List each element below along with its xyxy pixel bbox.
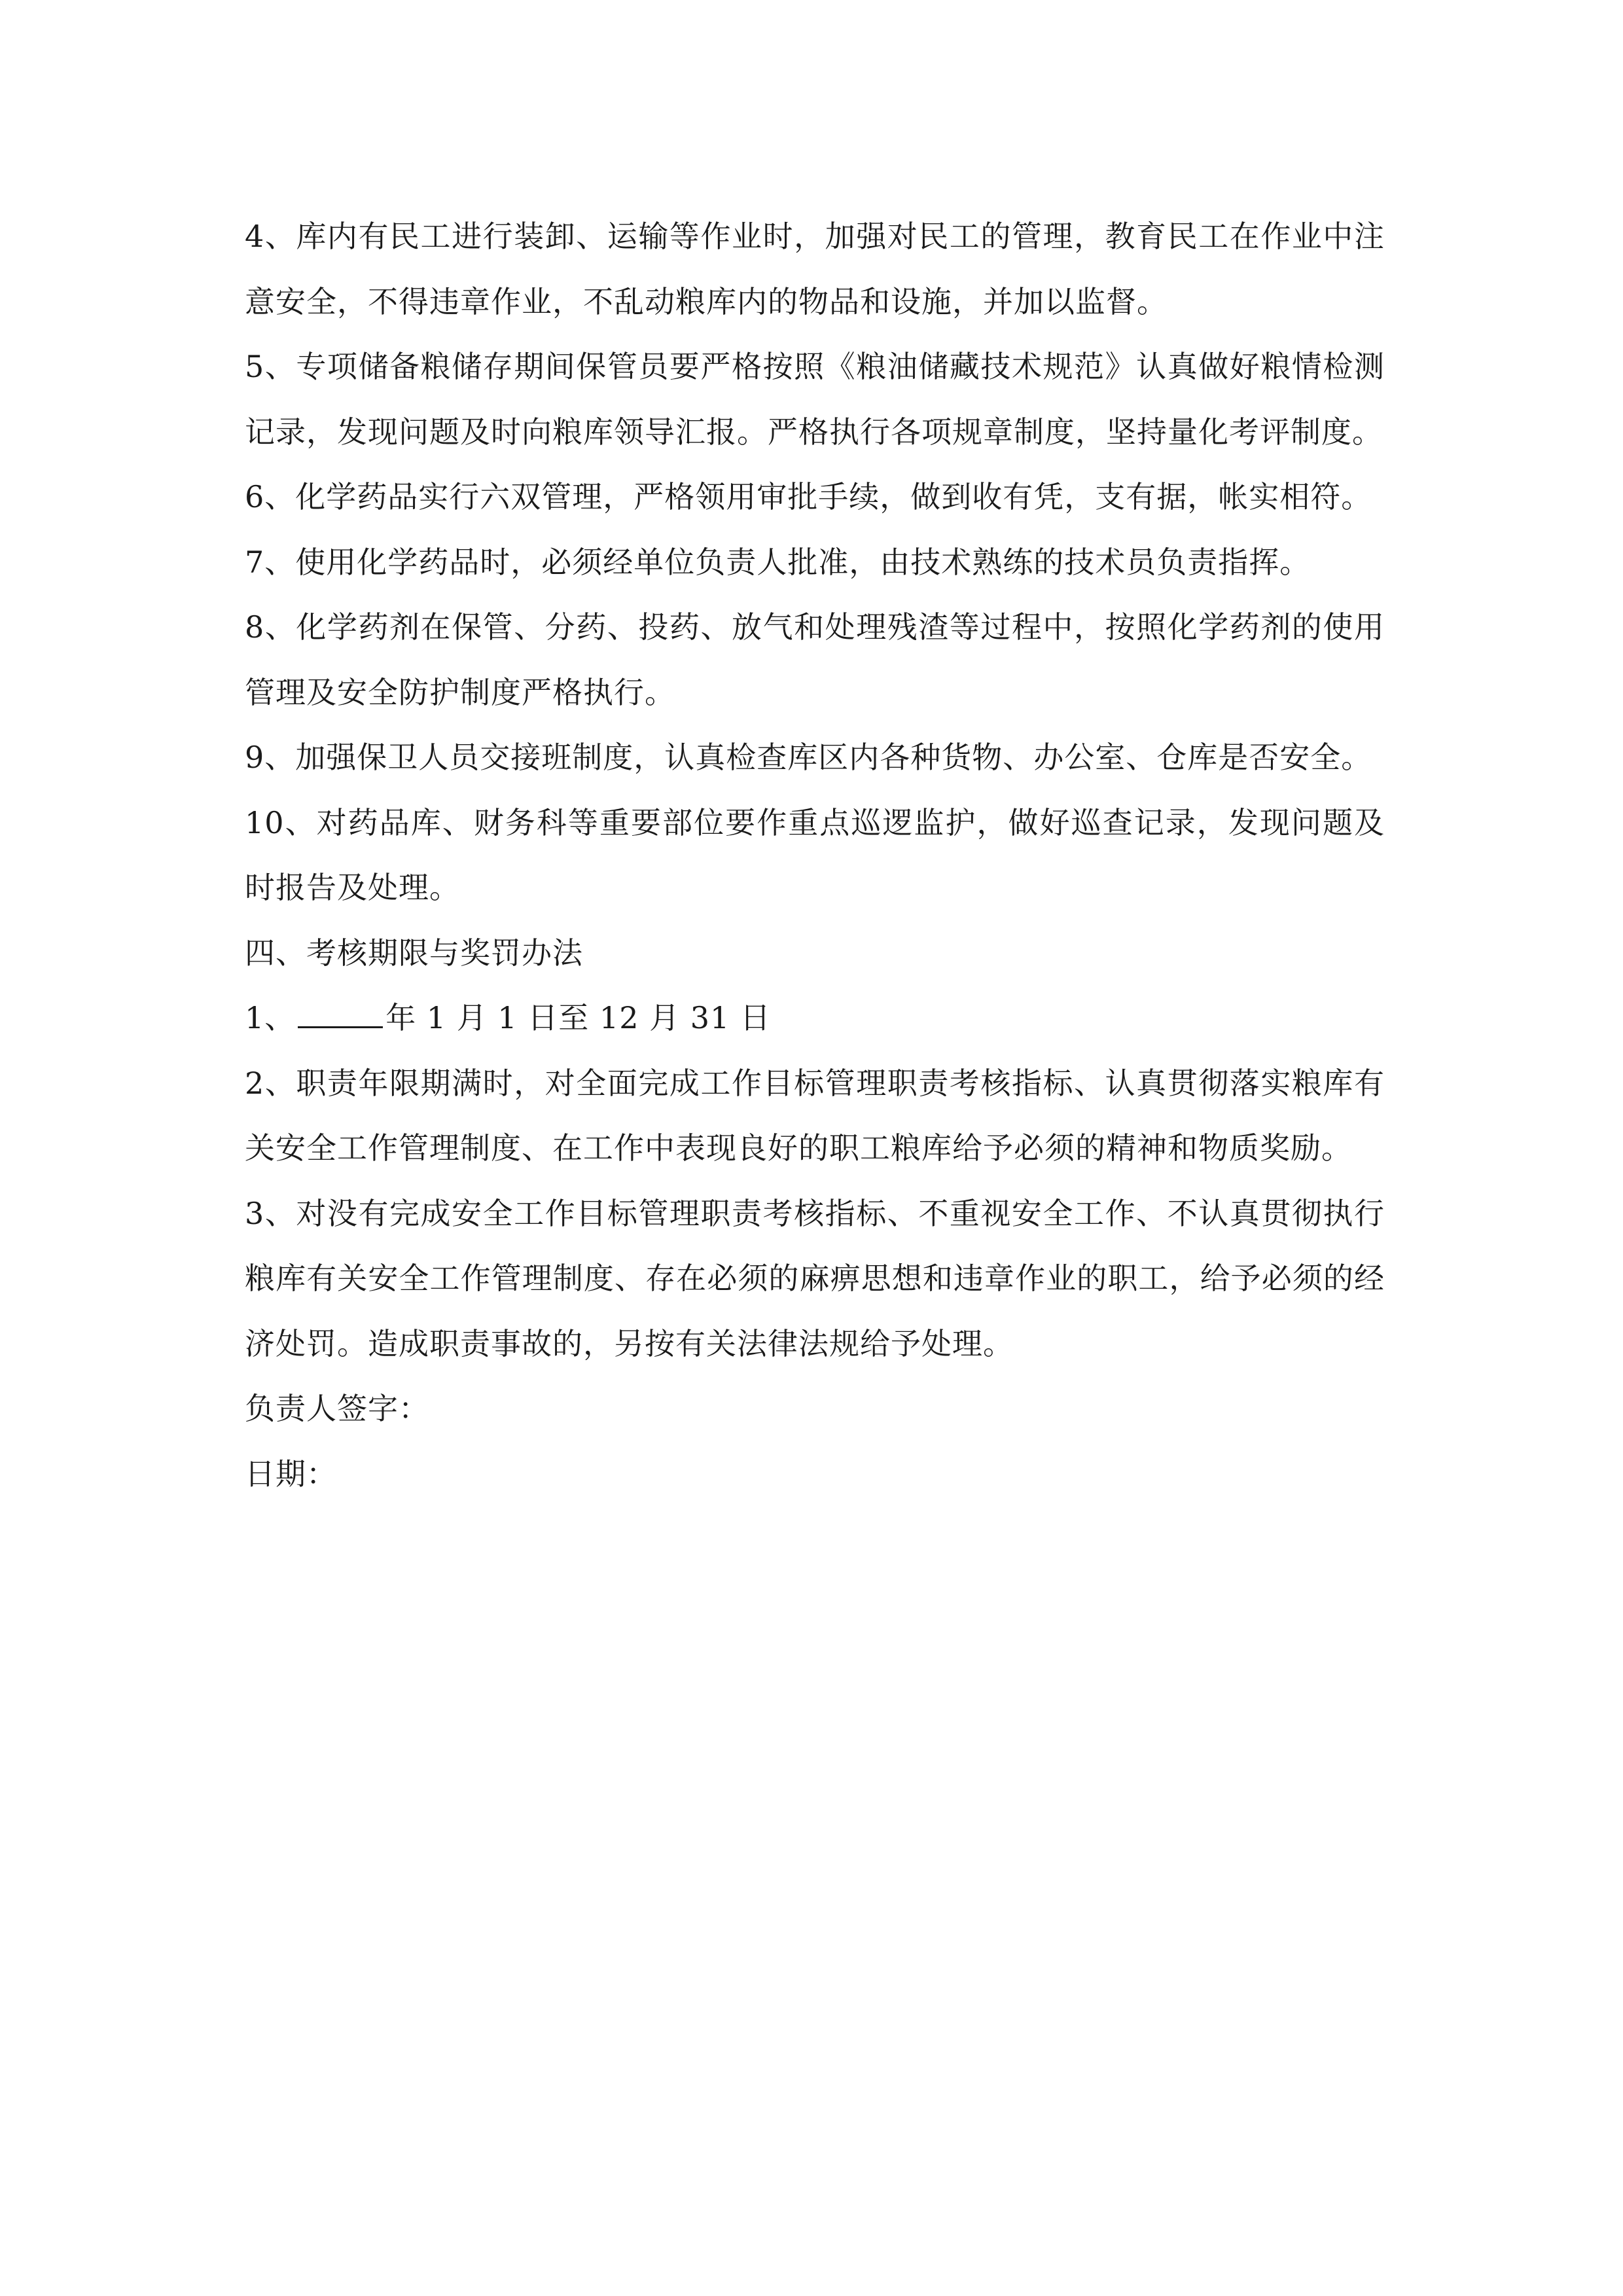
paragraph-5: 5、专项储备粮储存期间保管员要严格按照《粮油储藏技术规范》认真做好粮情检测记录，发现问题及时向粮库领导汇报。严格执行各项规章制度，坚持量化考评制度。 xyxy=(245,349,1385,450)
paragraph-9: 9、加强保卫人员交接班制度，认真检查库区内各种货物、办公室、仓库是否安全。 xyxy=(245,740,1372,775)
section-title: 四、考核期限与奖罚办法 xyxy=(245,935,583,971)
paragraph-6: 6、化学药品实行六双管理，严格领用审批手续，做到收有凭，支有据，帐实相符。 xyxy=(245,479,1372,514)
paragraph-7: 7、使用化学药品时，必须经单位负责人批准，由技术熟练的技术员负责指挥。 xyxy=(245,544,1311,580)
term-line xyxy=(245,986,1385,1051)
signature-label: 负责人签字： xyxy=(245,1391,429,1426)
date-label: 日期： xyxy=(245,1456,337,1492)
paragraph-8: 8、化学药剂在保管、分药、投药、放气和处理残渣等过程中，按照化学药剂的使用管理及安全防护制度严格执行。 xyxy=(245,609,1385,710)
paragraph-10: 10、对药品库、财务科等重要部位要作重点巡逻监护，做好巡查记录，发现问题及时报告及处理。 xyxy=(245,804,1385,905)
document-body xyxy=(245,204,1385,1507)
rule-2: 2、职责年限期满时，对全面完成工作目标管理职责考核指标、认真贯彻落实粮库有关安全工作管理制度、在工作中表现良好的职工粮库给予必须的精神和物质奖励。 xyxy=(245,1065,1385,1166)
paragraph-4: 4、库内有民工进行装卸、运输等作业时，加强对民工的管理，教育民工在作业中注意安全，不得违章作业，不乱动粮库内的物品和设施，并加以监督。 xyxy=(245,219,1385,319)
term-prefix: 1、 xyxy=(245,1000,296,1035)
year-blank xyxy=(298,1000,383,1028)
term-suffix: 年 1 月 1 日至 12 月 31 日 xyxy=(385,1000,771,1035)
rule-3: 3、对没有完成安全工作目标管理职责考核指标、不重视安全工作、不认真贯彻执行粮库有关安全工作管理制度、存在必须的麻痹思想和违章作业的职工，给予必须的经济处罚。造成职责事故的，另按有关法律法规给予处理。 xyxy=(245,1195,1385,1361)
